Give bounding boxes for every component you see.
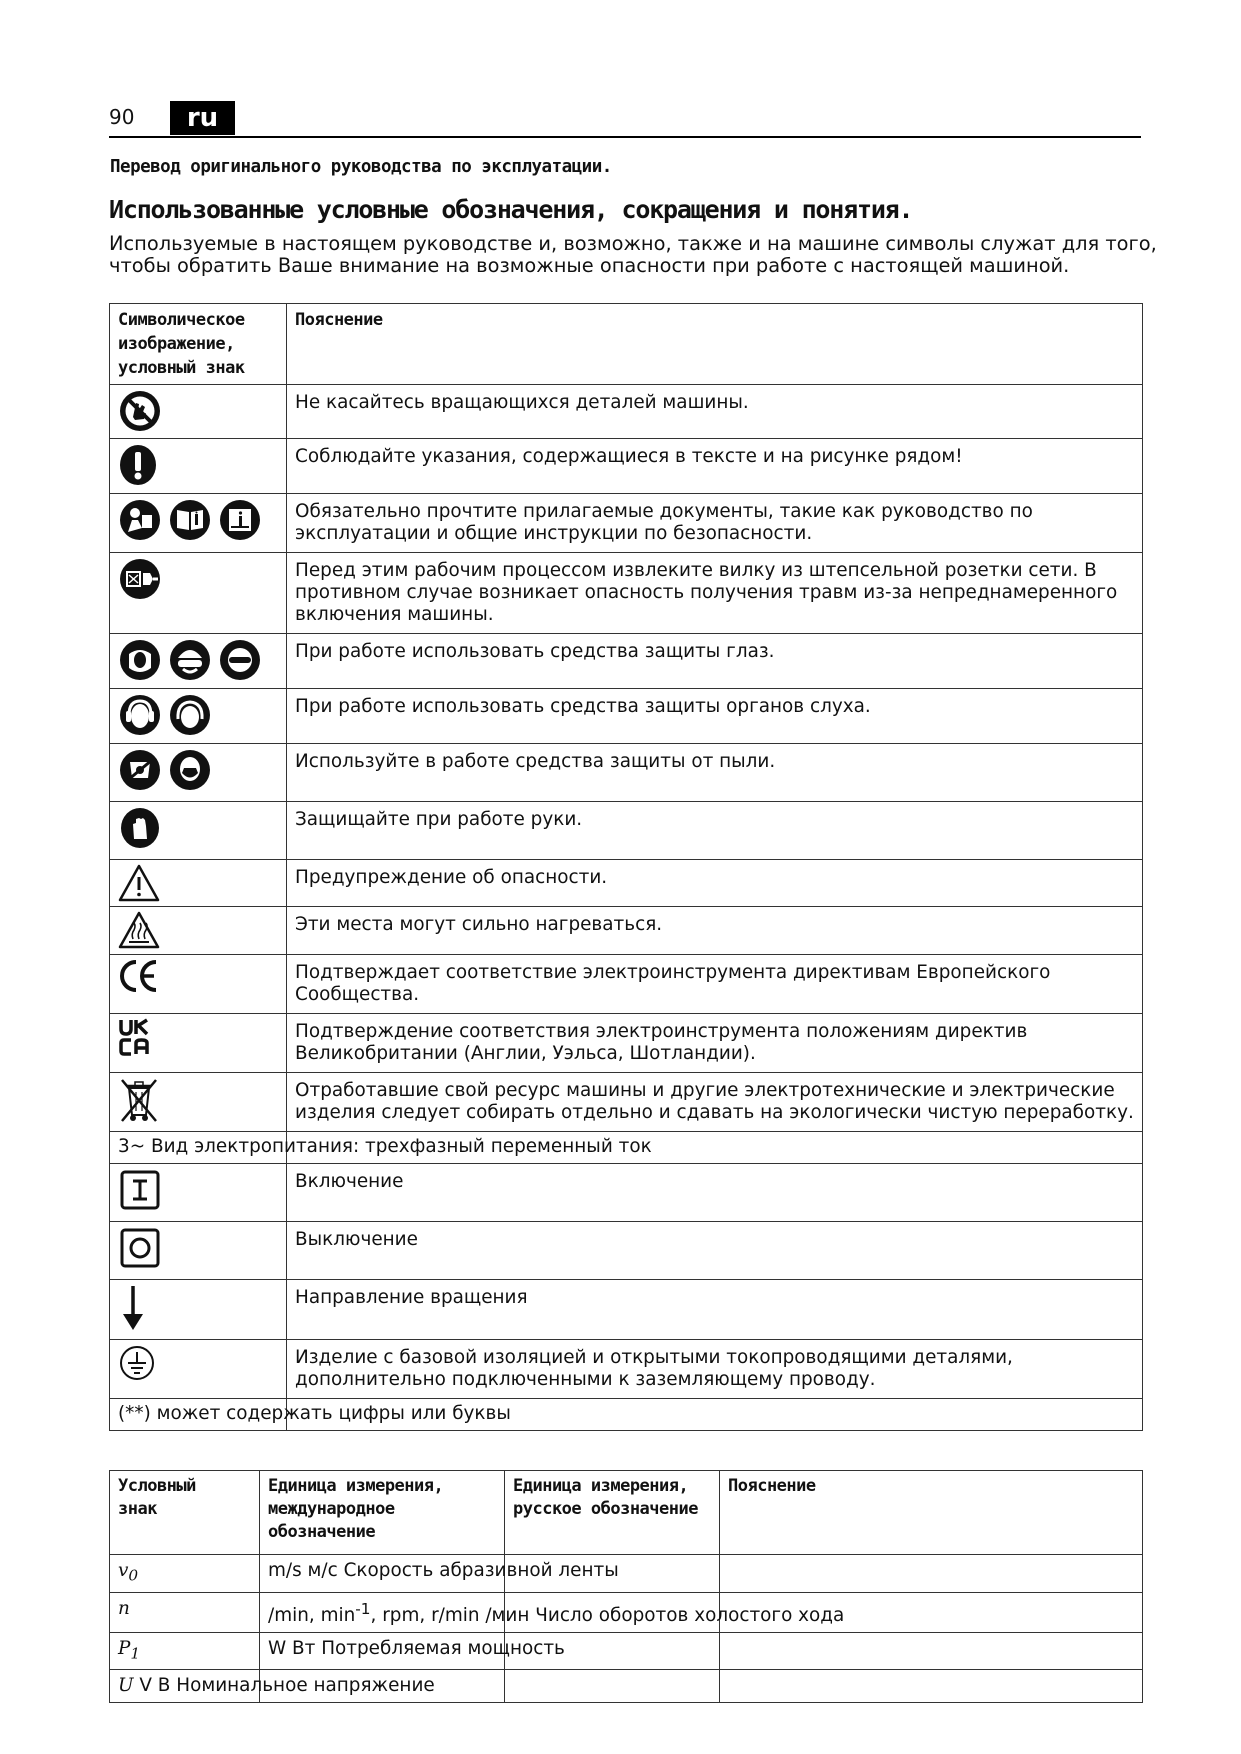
symbol-letter: P [118,1637,131,1659]
safety-glasses-icon [218,638,262,682]
unit-superscript: -1 [355,1599,371,1618]
unit-symbol: n [110,1592,260,1632]
column-header-explanation: Пояснение [720,1471,1143,1555]
description-line: Отработавшие свой ресурс машины и другие электротехнические и электрические [295,1080,1115,1101]
symbol-description [287,1014,1143,1073]
description-line: Изделие с базовой изоляцией и открытыми токопроводящими деталями, [295,1347,1013,1368]
symbol-description: Эти места могут сильно нагреваться. [287,907,1143,955]
header-line: международное [268,1499,395,1519]
table-row [110,802,1143,860]
header-line: русское обозначение [513,1499,698,1519]
symbol-description: Защищайте при работе руки. [287,802,1143,860]
description-line: Подтверждает соответствие электроинструмента директивам Европейского [295,962,1051,983]
unit-description [260,1592,845,1632]
column-header-intl-unit [260,1471,505,1555]
header-line: изображение, [118,334,235,354]
description-line: включения машины. [295,604,494,625]
description-line: изделия следует собирать отдельно и сдавать на экологически чистую переработку. [295,1102,1134,1123]
unplug-icon [118,557,162,601]
units-table [109,1470,1143,1703]
header-line: обозначение [268,1522,376,1542]
power-supply-note: 3~ Вид электропитания: трехфазный переменный ток [110,1132,287,1164]
hot-surface-icon [118,911,160,949]
table-header-row [110,304,1143,385]
document-subtitle: Перевод оригинального руководства по эксплуатации. [110,157,612,177]
table-row [110,1632,1143,1670]
warning-triangle-icon [118,864,160,902]
table-row [110,1132,1143,1164]
rotation-arrow-icon [118,1284,148,1332]
table-row [110,955,1143,1014]
weee-bin-icon [118,1077,160,1123]
symbol-description: Предупреждение об опасности. [287,860,1143,907]
description-line: Сообщества. [295,984,420,1005]
table-row [110,1592,1143,1632]
goggles-helmet-icon [168,638,212,682]
column-header-ru-unit [505,1471,720,1555]
symbol-description: При работе использовать средства защиты глаз. [287,634,1143,689]
table-row [110,1280,1143,1340]
column-header-symbol [110,1471,260,1555]
symbol-description: Включение [287,1164,1143,1222]
description-line: Великобритании (Англии, Уэльса, Шотландии). [295,1043,756,1064]
exclamation-icon [118,443,158,487]
empty-cell [720,1555,1143,1593]
table-row [110,1670,1143,1703]
page-title: Использованные условные обозначения, сокращения и понятия. [109,195,913,224]
table-header-row [110,1471,1143,1555]
info-book-icon [168,498,212,542]
empty-cell [505,1670,720,1703]
table-row [110,553,1143,634]
symbol-description [287,955,1143,1014]
header-divider [109,136,1141,138]
table-row [110,439,1143,494]
earth-ground-icon [118,1344,156,1382]
unit-row-text [110,1670,435,1703]
symbol-description [287,553,1143,634]
header-line: знак [118,1499,157,1519]
gloves-icon [118,806,162,850]
symbol-description: Соблюдайте указания, содержащиеся в тексте и на рисунке рядом! [287,439,1143,494]
symbol-description: Выключение [287,1222,1143,1280]
empty-cell [720,1670,1143,1703]
unit-text: , rpm, r/min /мин Число оборотов холостого хода [370,1604,845,1626]
unit-symbol [110,1555,260,1593]
symbol-letter: U [118,1675,134,1697]
table-row [110,860,1143,907]
header-line: Условный [118,1476,196,1496]
ear-muffs-icon [118,693,162,737]
symbol-letter: v [118,1560,129,1581]
description-line: Перед этим рабочим процессом извлеките вилку из штепсельной розетки сети. В [295,560,1097,581]
intro-line: чтобы обратить Ваше внимание на возможные опасности при работе с настоящей машиной. [109,254,1070,277]
language-badge: ru [170,101,235,135]
table-row [110,1222,1143,1280]
intro-line: Используемые в настоящем руководстве и, возможно, также и на машине символы служат для того, [109,232,1157,255]
ukca-mark-icon [118,1018,152,1056]
table-row [110,494,1143,553]
header-line: Единица измерения, [268,1476,444,1496]
dust-mask-icon [168,748,212,792]
header-line: Символическое [118,310,245,330]
description-line: противном случае возникает опасность получения травм из-за непреднамеренного [295,582,1118,603]
unit-text: V В Номинальное напряжение [139,1675,435,1697]
description-line: Подтверждение соответствия электроинструмента положениям директив [295,1021,1028,1042]
table-row [110,1555,1143,1593]
no-touch-rotating-parts-icon [118,389,162,433]
description-line: эксплуатации и общие инструкции по безопасности. [295,523,813,544]
symbol-subscript: 1 [130,1644,141,1663]
symbol-description: Не касайтесь вращающихся деталей машины. [287,385,1143,439]
header-line: условный знак [118,358,245,378]
empty-cell [720,1632,1143,1670]
column-header-symbol [110,304,287,385]
symbol-subscript: 0 [128,1566,139,1585]
symbol-description [287,1073,1143,1132]
read-manual-icon [118,498,162,542]
ear-protection-icon [168,693,212,737]
table-row [110,385,1143,439]
table-row [110,1164,1143,1222]
power-on-icon [118,1168,162,1212]
intro-paragraph [109,232,1157,277]
table-row [110,1014,1143,1073]
table-row [110,634,1143,689]
table-row [110,689,1143,744]
description-line: дополнительно подключенными к заземляющему проводу. [295,1369,876,1390]
table-row [110,907,1143,955]
info-document-icon [218,498,262,542]
symbol-description: Используйте в работе средства защиты от пыли. [287,744,1143,802]
footnote: (**) может содержать цифры или буквы [110,1399,287,1431]
table-row [110,1073,1143,1132]
description-line: Обязательно прочтите прилагаемые документы, такие как руководство по [295,501,1033,522]
unit-description: W Вт Потребляемая мощность [260,1632,505,1670]
unit-description: m/s м/с Скорость абразивной ленты [260,1555,505,1593]
ce-mark-icon [118,959,160,993]
page-number: 90 [109,105,135,129]
unit-symbol [110,1632,260,1670]
table-row [110,1399,1143,1431]
symbol-description: При работе использовать средства защиты органов слуха. [287,689,1143,744]
header-line: Единица измерения, [513,1476,689,1496]
symbols-table [109,303,1143,1431]
power-off-icon [118,1226,162,1270]
unit-text: /min, min [268,1604,356,1626]
symbol-description: Направление вращения [287,1280,1143,1340]
table-row [110,744,1143,802]
column-header-explanation: Пояснение [287,304,1143,385]
respirator-icon [118,748,162,792]
symbol-description [287,1340,1143,1399]
table-row [110,1340,1143,1399]
symbol-description [287,494,1143,553]
face-shield-icon [118,638,162,682]
